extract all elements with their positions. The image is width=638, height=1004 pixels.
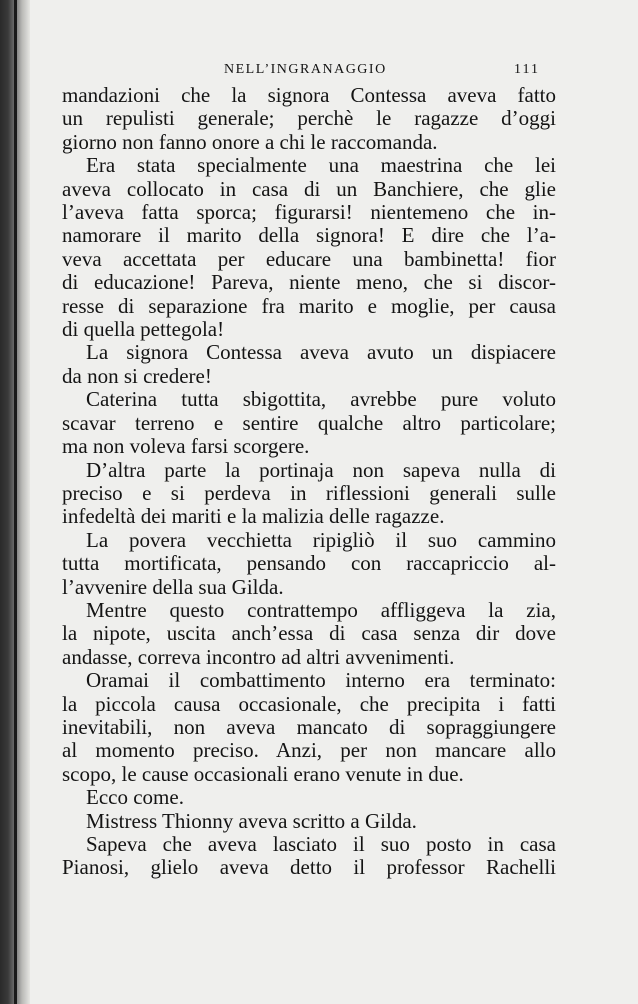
text-line: aveva collocato in casa di un Banchiere, che glie <box>62 177 556 201</box>
text-line: scavar terreno e sentire qualche altro particolare; <box>62 411 556 435</box>
text-line: ma non voleva farsi scorgere. <box>62 435 310 459</box>
text-line: l’avvenire della sua Gilda. <box>62 575 284 599</box>
text-line: da non si credere! <box>62 364 212 388</box>
text-line: Ecco come. <box>86 786 184 810</box>
text-line: al momento preciso. Anzi, per non mancare allo <box>62 739 556 763</box>
book-page <box>62 58 556 978</box>
text-line: Oramai il combattimento interno era terminato: <box>86 669 556 693</box>
text-line: Mistress Thionny aveva scritto a Gilda. <box>86 809 417 833</box>
text-line: namorare il marito della signora! E dire che l’a- <box>62 224 556 248</box>
text-line: D’altra parte la portinaja non sapeva nulla di <box>86 458 556 482</box>
body-text <box>62 84 556 880</box>
text-line: La signora Contessa aveva avuto un dispiacere <box>86 341 556 365</box>
text-line: andasse, correva incontro ad altri avvenimenti. <box>62 645 455 669</box>
text-line: l’aveva fatta sporca; figurarsi! nientemeno che in- <box>62 201 556 225</box>
text-line: un repulisti generale; perchè le ragazze d’oggi <box>62 107 556 131</box>
text-line: mandazioni che la signora Contessa aveva fatto <box>62 84 556 107</box>
text-line: Mentre questo contrattempo affliggeva la zia, <box>86 598 556 622</box>
text-line: di quella pettegola! <box>62 318 225 342</box>
text-line: la piccola causa occasionale, che precipita i fatti <box>62 692 556 716</box>
text-line: infedeltà dei mariti e la malizia delle ragazze. <box>62 505 445 529</box>
book-gutter-line <box>14 0 17 1004</box>
text-line: la nipote, uscita anch’essa di casa senza dir dove <box>62 622 556 646</box>
text-line: scopo, le cause occasionali erano venute in due. <box>62 762 464 786</box>
text-line: Pianosi, glielo aveva detto il professor Rachelli <box>62 856 556 880</box>
text-line: La povera vecchietta ripigliò il suo cammino <box>86 528 556 552</box>
text-line: resse di separazione fra marito e moglie, per causa <box>62 294 556 318</box>
text-line: Caterina tutta sbigottita, avrebbe pure voluto <box>86 388 556 412</box>
text-line: inevitabili, non aveva mancato di sopraggiungere <box>62 715 556 739</box>
text-line: Sapeva che aveva lasciato il suo posto in casa <box>86 833 556 856</box>
text-line: veva accettata per educare una bambinetta! fior <box>62 247 556 271</box>
text-line: preciso e si perdeva in riflessioni generali sulle <box>62 481 556 505</box>
running-title: NELL’INGRANAGGIO <box>224 62 387 77</box>
running-head <box>62 58 556 84</box>
text-line: tutta mortificata, pensando con raccapriccio al- <box>62 552 556 576</box>
text-line: di educazione! Pareva, niente meno, che si discor- <box>62 271 556 295</box>
page-number: 111 <box>514 62 540 77</box>
text-line: giorno non fanno onore a chi le raccomanda. <box>62 130 438 154</box>
text-line: Era stata specialmente una maestrina che lei <box>86 154 556 178</box>
